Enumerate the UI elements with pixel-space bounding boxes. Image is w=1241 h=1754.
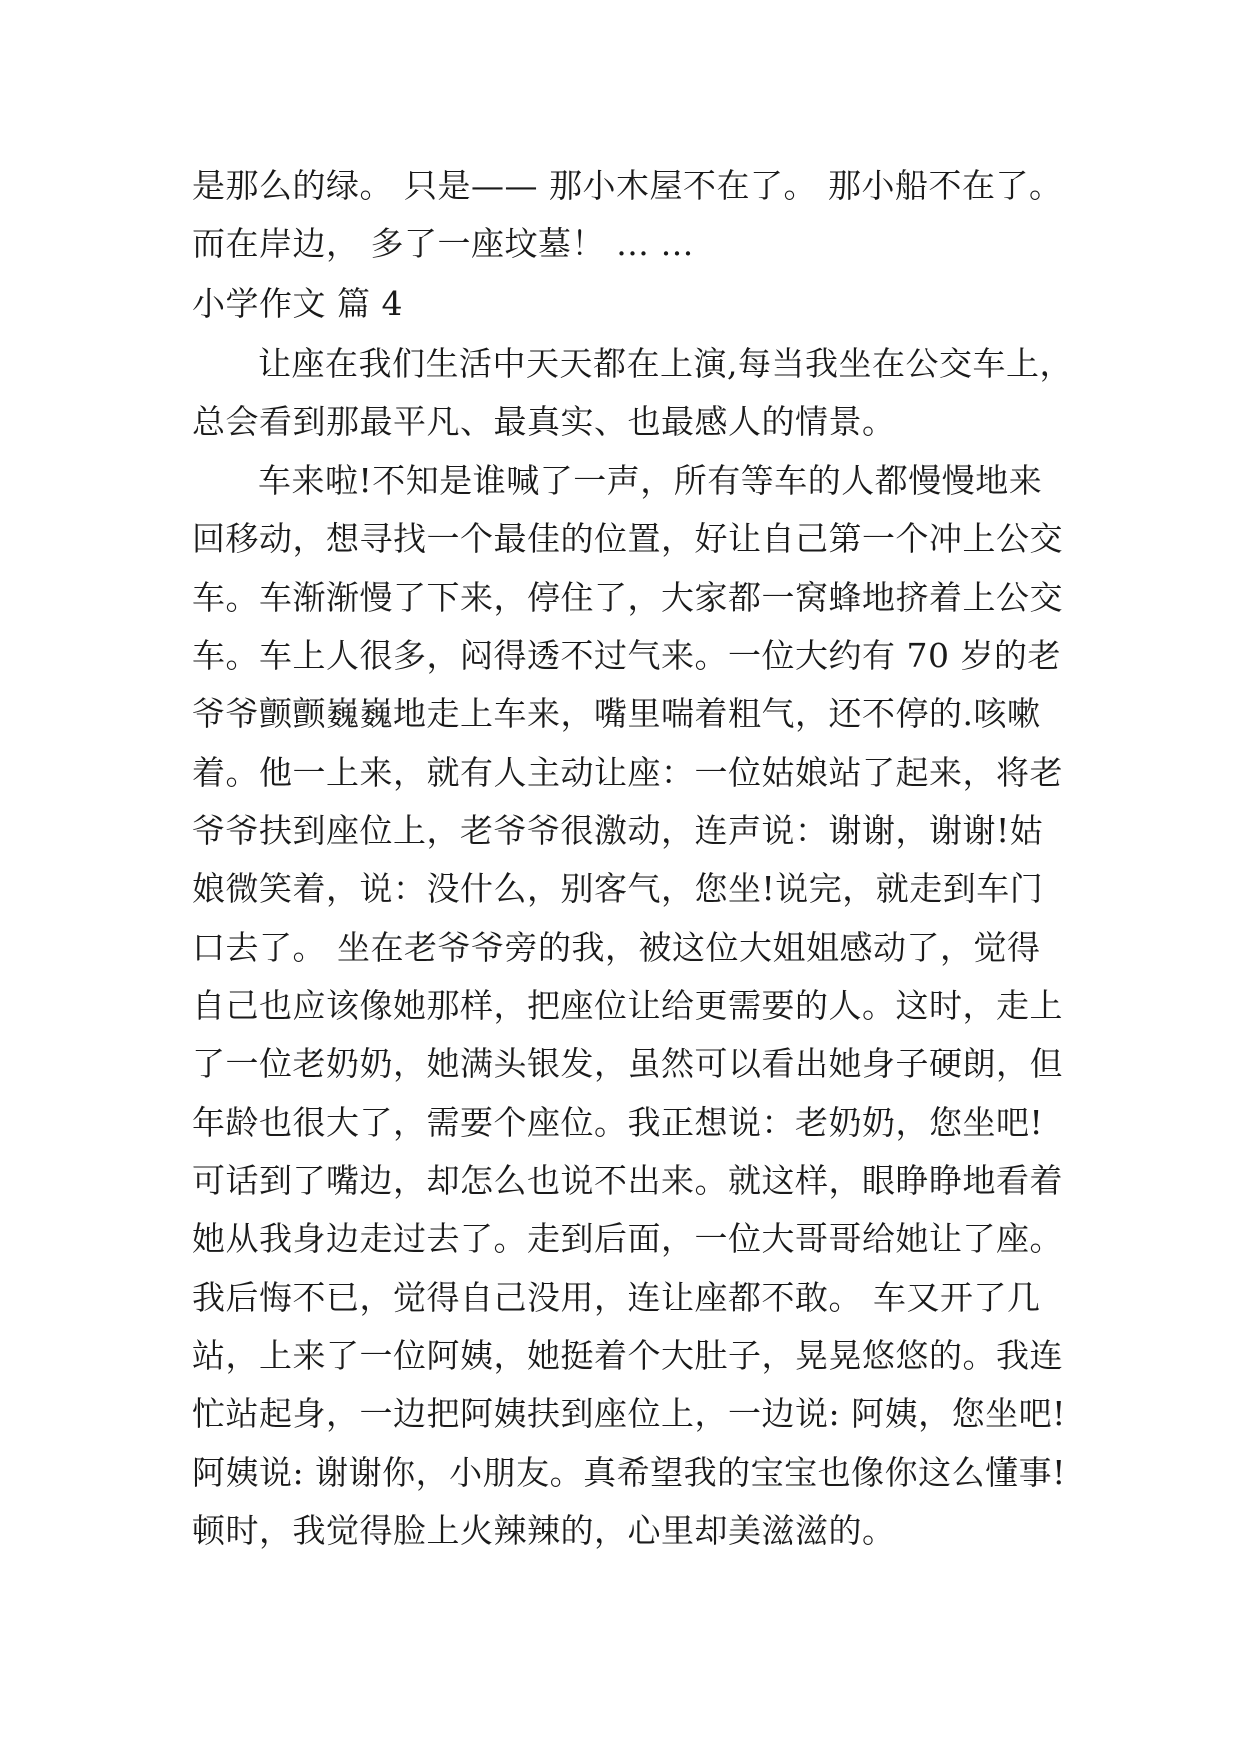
text-line: 着。他一上来，就有人主动让座：一位姑娘站了起来，将老 [192, 753, 1063, 792]
text-line: 是那么的绿。 只是—— 那小木屋不在了。 那小船不在了。 [192, 166, 1063, 205]
text-line: 而在岸边， 多了一座坟墓！ … … [192, 224, 694, 263]
text-line: 顿时，我觉得脸上火辣辣的，心里却美滋滋的。 [192, 1511, 896, 1550]
text-line: 自己也应该像她那样，把座位让给更需要的人。这时，走上 [192, 986, 1063, 1025]
text-line: 爷爷颤颤巍巍地走上车来，嘴里喘着粗气，还不停的.咳嗽 [192, 694, 1041, 733]
text-line: 爷爷扶到座位上，老爷爷很激动，连声说：谢谢，谢谢!姑 [192, 811, 1044, 850]
text-line: 忙站起身，一边把阿姨扶到座位上，一边说: 阿姨，您坐吧! [192, 1394, 1066, 1433]
text-line: 站，上来了一位阿姨，她挺着个大肚子，晃晃悠悠的。我连 [192, 1336, 1063, 1375]
text-line: 车。车渐渐慢了下来，停住了，大家都一窝蜂地挤着上公交 [192, 578, 1063, 617]
text-line: 回移动，想寻找一个最佳的位置，好让自己第一个冲上公交 [192, 519, 1063, 558]
text-line: 她从我身边走过去了。走到后面，一位大哥哥给她让了座。 [192, 1219, 1063, 1258]
text-line: 阿姨说: 谢谢你，小朋友。真希望我的宝宝也像你这么懂事! [192, 1453, 1066, 1492]
text-line: 总会看到那最平凡、最真实、也最感人的情景。 [192, 402, 896, 441]
text-line: 口去了。 坐在老爷爷旁的我，被这位大姐姐感动了，觉得 [192, 928, 1041, 967]
text-line: 车来啦!不知是谁喊了一声，所有等车的人都慢慢地来 [258, 461, 1043, 500]
text-line: 了一位老奶奶，她满头银发，虽然可以看出她身子硬朗，但 [192, 1044, 1063, 1083]
text-line: 车。车上人很多，闷得透不过气来。一位大约有 70 岁的老 [192, 636, 1061, 675]
text-line: 可话到了嘴边，却怎么也说不出来。就这样，眼睁睁地看着 [192, 1161, 1063, 1200]
text-line: 娘微笑着，说：没什么，别客气，您坐!说完，就走到车门 [192, 869, 1044, 908]
text-line: 年龄也很大了，需要个座位。我正想说：老奶奶，您坐吧! [192, 1103, 1044, 1142]
text-line: 让座在我们生活中天天都在上演,每当我坐在公交车上， [258, 344, 1073, 383]
text-line: 我后悔不已，觉得自己没用，连让座都不敢。 车又开了几 [192, 1278, 1041, 1317]
section-heading: 小学作文 篇 4 [192, 284, 403, 323]
